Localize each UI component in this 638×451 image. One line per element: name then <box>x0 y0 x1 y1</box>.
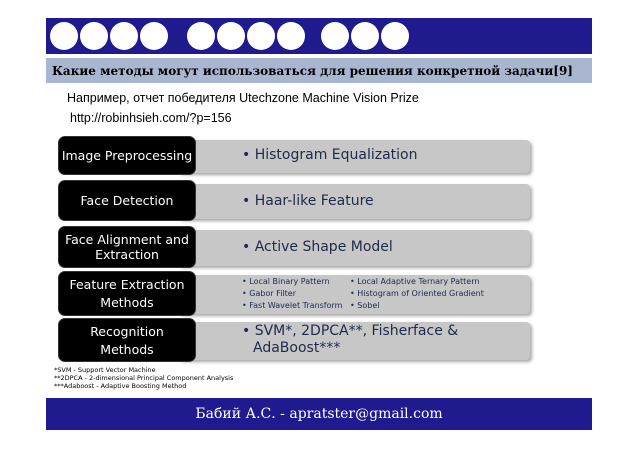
slide <box>46 18 592 430</box>
stage-box <box>58 180 196 221</box>
method-item: • Gabor Filter <box>242 289 296 298</box>
method-item: • Histogram of Oriented Gradient <box>350 289 484 298</box>
stage-label: Feature Extraction <box>69 276 185 292</box>
pipeline-row <box>58 136 530 175</box>
stage-label: Face Detection <box>80 193 174 208</box>
decor-circle <box>50 22 78 50</box>
pipeline-row <box>58 180 530 221</box>
footnote: *SVM - Support Vector Machine <box>54 366 156 374</box>
method-text: • Active Shape Model <box>242 239 393 255</box>
method-item: • Sobel <box>350 301 380 310</box>
decor-circle <box>247 22 275 50</box>
method-item: • Local Binary Pattern <box>242 277 330 286</box>
decor-circle <box>381 22 409 50</box>
slide-title: Какие методы могут использоваться для решения конкретной задачи[9] <box>52 63 573 78</box>
stage-box <box>58 318 196 362</box>
pipeline-row <box>58 271 530 316</box>
decor-circle <box>80 22 108 50</box>
method-item: • Local Adaptive Ternary Pattern <box>350 277 480 286</box>
stage-box <box>58 136 196 175</box>
stage-box <box>58 226 196 268</box>
decor-circle <box>277 22 305 50</box>
stage-label: Face Alignment and <box>65 232 189 247</box>
stage-label: Extraction <box>95 247 159 262</box>
source-url: http://robinhsieh.com/?p=156 <box>70 111 232 125</box>
decor-circle <box>351 22 379 50</box>
method-text: • Haar-like Feature <box>242 193 374 209</box>
pipeline-row <box>58 226 530 268</box>
stage-label: Methods <box>100 295 154 311</box>
footnote: ***Adaboost - Adaptive Boosting Method <box>54 382 187 390</box>
stage-label: Recognition <box>90 323 164 339</box>
method-item: • Fast Wavelet Transform <box>242 301 343 310</box>
decor-circle <box>321 22 349 50</box>
method-text: AdaBoost*** <box>253 340 341 356</box>
author-contact: Бабий А.С. - apratster@gmail.com <box>195 406 443 422</box>
stage-label: Methods <box>100 341 154 357</box>
decor-circle <box>217 22 245 50</box>
pipeline-row <box>58 318 530 362</box>
intro-text: Например, отчет победителя Utechzone Machine Vision Prize <box>67 91 419 105</box>
method-text: • SVM*, 2DPCA**, Fisherface & <box>242 323 459 339</box>
stage-label: Image Preprocessing <box>61 148 193 163</box>
footer-bar <box>46 398 592 430</box>
decor-circle <box>187 22 215 50</box>
footnote: **2DPCA - 2-dimensional Principal Component Analysis <box>54 374 234 382</box>
decor-circle <box>140 22 168 50</box>
decor-circle <box>110 22 138 50</box>
method-text: • Histogram Equalization <box>242 147 418 163</box>
stage-box <box>58 271 196 316</box>
title-bar <box>46 58 592 83</box>
top-banner <box>46 18 592 54</box>
